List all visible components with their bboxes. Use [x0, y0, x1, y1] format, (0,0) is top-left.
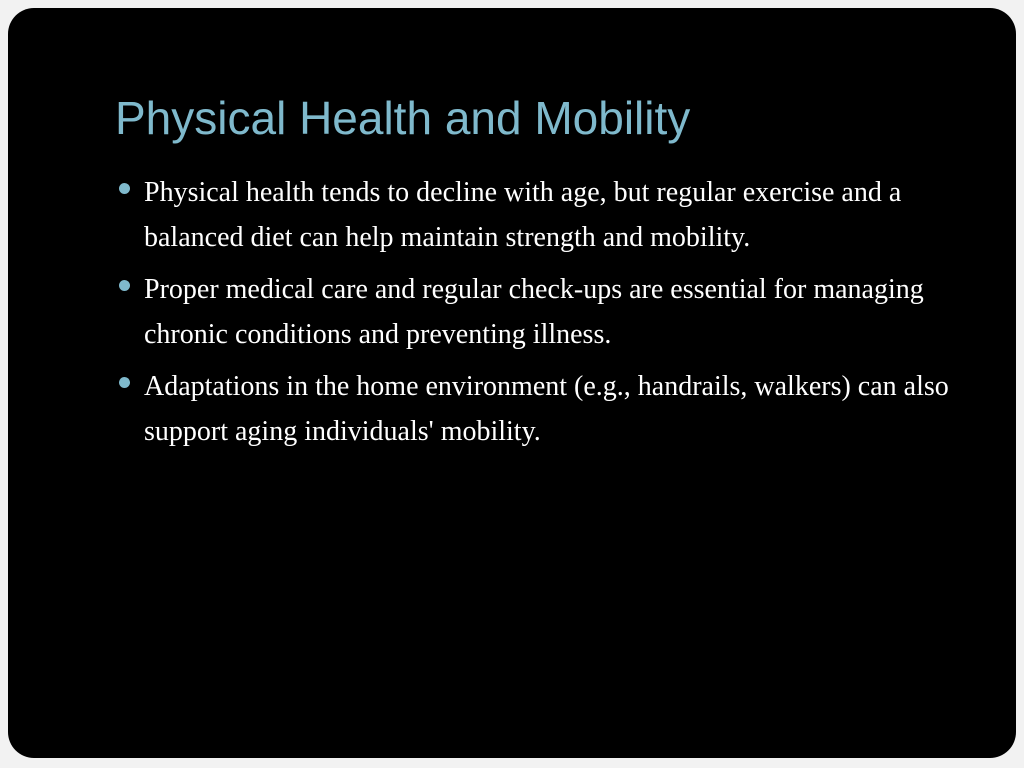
- bullet-item: [118, 170, 978, 260]
- bullet-dot-icon: [119, 183, 130, 194]
- bullet-dot-icon: [119, 377, 130, 388]
- bullet-text: Adaptations in the home environment (e.g., handrails, walkers) can also support aging individuals' mobility.: [144, 371, 949, 447]
- bullet-text: Physical health tends to decline with age, but regular exercise and a balanced diet can help maintain strength and mobility.: [144, 177, 902, 253]
- bullet-text: Proper medical care and regular check-ups are essential for managing chronic conditions and preventing illness.: [144, 274, 924, 350]
- slide: [8, 8, 1016, 758]
- slide-title: Physical Health and Mobility: [115, 92, 691, 144]
- bullet-item: [118, 364, 978, 454]
- bullet-dot-icon: [119, 280, 130, 291]
- bullet-list: [118, 170, 978, 461]
- bullet-item: [118, 267, 978, 357]
